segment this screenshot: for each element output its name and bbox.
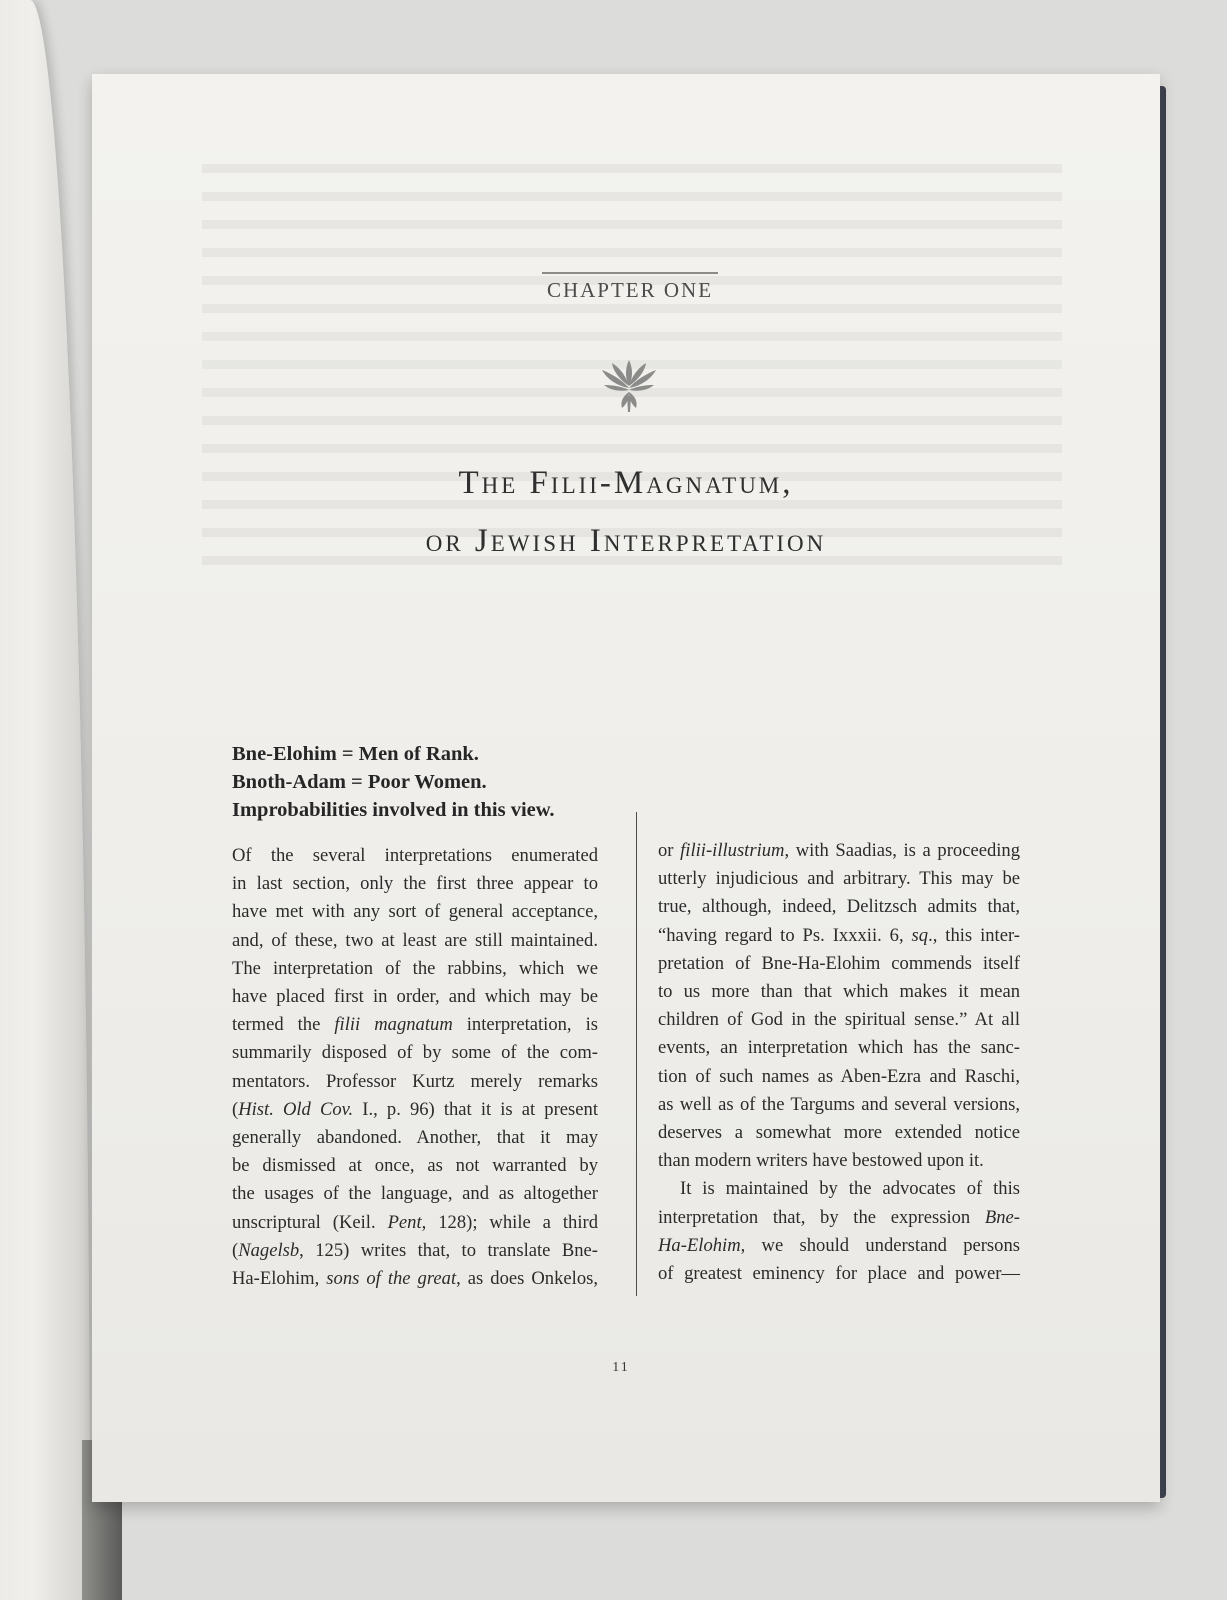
- chapter-subheadings: [232, 740, 602, 824]
- text-line: generally abandoned. Another, that it may: [232, 1127, 598, 1149]
- text-line: in last section, only the first three appear to: [232, 873, 598, 895]
- subheading: Improbabilities involved in this view.: [232, 799, 555, 821]
- facing-page-edge: [0, 0, 90, 1600]
- text-line: to us more than that which makes it mean: [658, 981, 1020, 1003]
- text-line: or filii-illustrium, with Saadias, is a proceeding: [658, 840, 1021, 861]
- subheading: Bnoth-Adam = Poor Women.: [232, 771, 487, 793]
- text-line: events, an interpretation which has the sanc-: [658, 1037, 1020, 1059]
- text-line: have met with any sort of general acceptance,: [232, 901, 598, 923]
- text-line: as well as of the Targums and several versions,: [658, 1093, 1020, 1115]
- text-line: termed the filii magnatum interpretation, is: [232, 1014, 599, 1036]
- chapter-title: [292, 454, 960, 570]
- text-line: and, of these, two at least are still maintained.: [232, 929, 598, 951]
- text-line: have placed first in order, and which may be: [232, 986, 598, 1008]
- text-line: pretation of Bne-Ha-Elohim commends itself: [658, 952, 1020, 974]
- book-page: [92, 74, 1160, 1502]
- text-line: It is maintained by the advocates of this: [680, 1178, 1020, 1200]
- text-line: “having regard to Ps. Ixxxii. 6, sq., this inter-: [658, 924, 1020, 946]
- text-line: the usages of the language, and as altogether: [232, 1183, 598, 1205]
- text-line: unscriptural (Keil. Pent, 128); while a third: [232, 1211, 598, 1233]
- text-line: of greatest eminency for place and power—: [658, 1263, 1020, 1285]
- text-line: true, although, indeed, Delitzsch admits that,: [658, 896, 1020, 918]
- body-column-left: [232, 842, 598, 1293]
- chapter-label: CHAPTER ONE: [546, 278, 714, 302]
- chapter-header: [542, 272, 718, 303]
- page-number: 11: [612, 1360, 630, 1375]
- text-line: than modern writers have bestowed upon it.: [658, 1150, 984, 1172]
- text-line: utterly injudicious and arbitrary. This may be: [658, 868, 1020, 890]
- text-line: tion of such names as Aben-Ezra and Raschi,: [658, 1065, 1020, 1087]
- header-rule: [542, 272, 718, 274]
- text-line: deserves a somewhat more extended notice: [658, 1122, 1020, 1144]
- text-line: (Nagelsb, 125) writes that, to translate Bne-: [232, 1239, 598, 1261]
- show-through-text: [202, 164, 1062, 684]
- text-line: Ha-Elohim, we should understand persons: [658, 1234, 1020, 1256]
- text-line: (Hist. Old Cov. I., p. 96) that it is at present: [232, 1098, 598, 1120]
- text-line: Ha-Elohim, sons of the great, as does Onkelos,: [232, 1268, 598, 1290]
- body-column-right: [658, 837, 1020, 1288]
- text-line: be dismissed at once, as not warranted by: [232, 1155, 598, 1177]
- chapter-title-line: The Filii-Magnatum,: [458, 465, 794, 501]
- lotus-ornament-icon: [596, 356, 662, 414]
- text-line: Of the several interpretations enumerated: [232, 845, 598, 866]
- column-divider: [636, 812, 637, 1296]
- text-line: children of God in the spiritual sense.” At all: [658, 1009, 1020, 1031]
- text-line: The interpretation of the rabbins, which we: [232, 957, 598, 979]
- text-line: interpretation that, by the expression Bne-: [658, 1206, 1020, 1228]
- text-line: mentators. Professor Kurtz merely remarks: [232, 1070, 598, 1092]
- subheading: Bne-Elohim = Men of Rank.: [232, 743, 479, 765]
- text-line: summarily disposed of by some of the com-: [232, 1042, 598, 1064]
- chapter-title-line: or Jewish Interpretation: [425, 523, 827, 559]
